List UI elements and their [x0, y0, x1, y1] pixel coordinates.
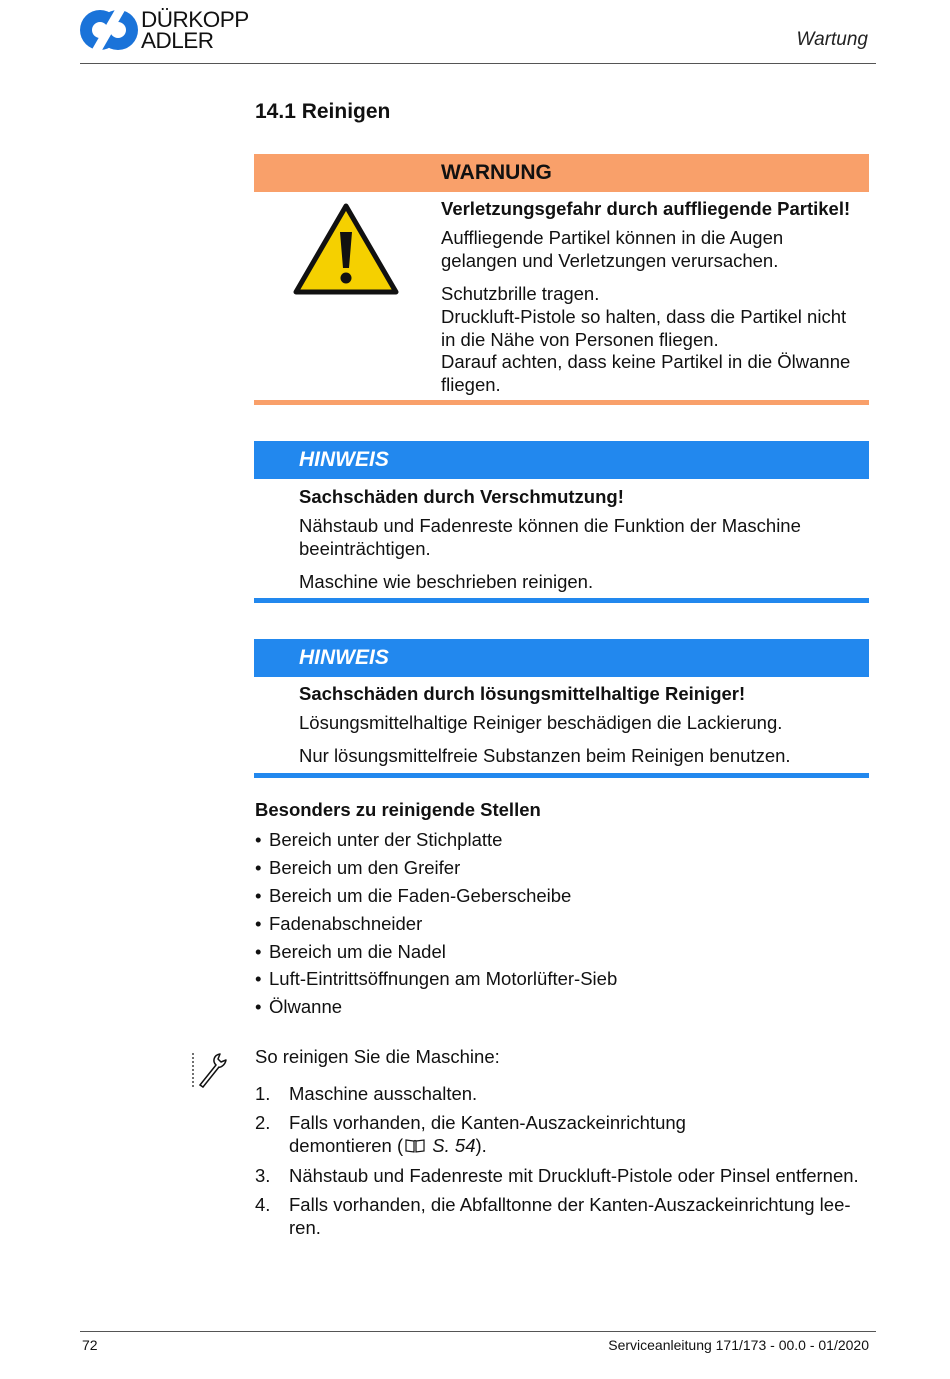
warning-bar — [254, 154, 869, 192]
note-box-solvents — [254, 639, 869, 780]
note-text-line: beeinträchtigen. — [299, 538, 431, 559]
warning-text-line: in die Nähe von Personen fliegen. — [441, 329, 719, 350]
warning-text-line: Druckluft-Pistole so halten, dass die Partikel nicht — [441, 306, 847, 327]
note-box-contamination — [254, 441, 869, 605]
note-label: HINWEIS — [299, 448, 389, 471]
warning-box — [254, 154, 869, 407]
warning-text-line: Auffliegende Partikel können in die Augen — [441, 227, 784, 248]
note-text-line: Lösungsmittelhaltige Reiniger beschädigen die Lackierung. — [299, 712, 783, 733]
step-text-suffix: ). — [475, 1135, 487, 1156]
warning-label: WARNUNG — [441, 161, 552, 184]
warning-text-line: gelangen und Verletzungen verursachen. — [441, 250, 779, 271]
step-text: Falls vorhanden, die Abfalltonne der Kanten-Auszackeinrichtung lee- — [289, 1194, 851, 1215]
warning-text-line: Schutzbrille tragen. — [441, 283, 600, 304]
step-number: 4. — [255, 1194, 271, 1215]
book-icon — [405, 1138, 425, 1153]
step-text: Nähstaub und Fadenreste mit Druckluft-Pistole oder Pinsel entfernen. — [289, 1165, 859, 1186]
note-bar — [254, 639, 869, 677]
header-section-title: Wartung — [796, 29, 868, 50]
section-title: 14.1 Reinigen — [255, 100, 391, 123]
page-footer — [80, 1331, 876, 1361]
brand-logo — [80, 8, 280, 56]
note-heading: Sachschäden durch lösungsmittelhaltige Reiniger! — [299, 683, 746, 704]
step-number: 1. — [255, 1083, 271, 1104]
procedure-intro: So reinigen Sie die Maschine: — [255, 1046, 500, 1067]
step-number: 3. — [255, 1165, 271, 1186]
note-heading: Sachschäden durch Verschmutzung! — [299, 486, 624, 507]
document-info: Serviceanleitung 171/173 - 00.0 - 01/2020 — [608, 1337, 869, 1353]
note-text-line: Maschine wie beschrieben reinigen. — [299, 571, 594, 592]
warning-bottom-rule — [254, 400, 869, 405]
brand-line-2: ADLER — [141, 28, 214, 53]
spots-heading: Besonders zu reinigende Stellen — [255, 799, 541, 820]
note-bottom-rule — [254, 598, 869, 603]
note-text-line: Nur lösungsmittelfreie Substanzen beim Reinigen benutzen. — [299, 745, 791, 766]
warning-text-line: fliegen. — [441, 374, 501, 395]
step-text: Maschine ausschalten. — [289, 1083, 478, 1104]
brand-line-1: DÜRKOPP — [141, 7, 249, 32]
step-number: 2. — [255, 1112, 271, 1133]
page-number: 72 — [82, 1337, 98, 1353]
wrench-icon — [192, 1052, 228, 1090]
brand-logo-icon — [80, 8, 138, 52]
step-text-prefix: demontieren ( — [289, 1135, 404, 1156]
note-bar — [254, 441, 869, 479]
page-header — [80, 8, 876, 64]
note-text-line: Nähstaub und Fadenreste können die Funktion der Maschine — [299, 515, 801, 536]
warning-heading: Verletzungsgefahr durch auffliegende Partikel! — [441, 198, 851, 219]
warning-triangle-icon — [292, 202, 400, 297]
note-label: HINWEIS — [299, 646, 389, 669]
page-reference-link[interactable]: S. 54 — [432, 1135, 476, 1156]
note-bottom-rule — [254, 773, 869, 778]
brand-name — [141, 9, 249, 51]
step-text: Falls vorhanden, die Kanten-Auszackeinrichtung — [289, 1112, 686, 1133]
step-text — [289, 1134, 487, 1157]
step-text: ren. — [289, 1217, 321, 1238]
warning-text-line: Darauf achten, dass keine Partikel in die Ölwanne — [441, 351, 851, 372]
